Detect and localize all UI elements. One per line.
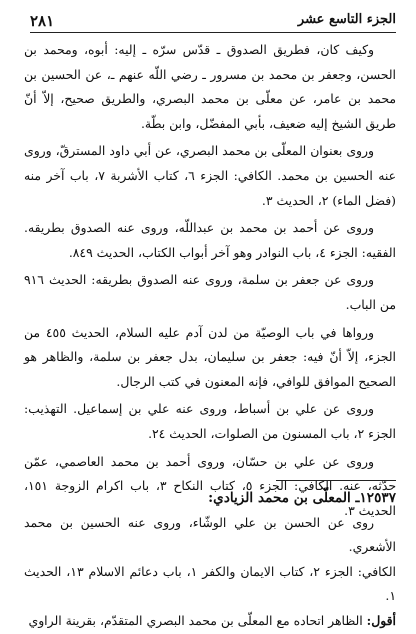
paragraph: وروى عن علي بن حسّان، وروى أحمد بن محمد العاصمي، عمّن حدّثه، عنه. الكافي: الجزء ٥، كتاب النكاح ٣، باب اكرام الزوجة ١٥١، الحديث ٣. xyxy=(24,453,396,518)
note-text: الظاهر اتحاده مع المعلّى بن محمد البصري المتقدّم، بقرينة الراوي xyxy=(28,612,367,628)
section-divider xyxy=(276,480,396,481)
paragraph: وروى عن أحمد بن محمد بن عبداللّه، وروى عنه الصدوق بطريقه. الفقيه: الجزء ٤، باب النوادر وهو آخر أبواب الكتاب، الحديث ٨٤٩. xyxy=(24,220,396,260)
paragraph: وروى عن جعفر بن سلمة، وروى عنه الصدوق بطريقه: الحديث ٩١٦ من الباب. xyxy=(24,272,396,312)
page-number: ٢٨١ xyxy=(30,12,55,30)
paragraph: ورواها في باب الوصيّة من لدن آدم عليه السلام، الحديث ٤٥٥ من الجزء، إلاّ أنّ فيه: جعفر بن سليمان، بدل جعفر بن سلمة، والظاهر هو الصحيح الموافق للوافي، فإنه المعنون في كتب الرجال. xyxy=(24,324,396,389)
paragraph: وروى بعنوان المعلّى بن محمد البصري، عن أبي داود المسترقّ، وروى عنه الحسين بن محمد. الكافي: الجزء ٦، كتاب الأشربة ٧، باب آخر منه (فضل الماء) ٢، الحديث ٣. xyxy=(24,143,396,208)
page-body xyxy=(24,38,396,526)
paragraph: وروى عن علي بن أسباط، وروى عنه علي بن إسماعيل. التهذيب: الجزء ٢، باب المسنون من الصلوات، الحديث ٢٤. xyxy=(24,401,396,441)
note-label: أقول: xyxy=(366,612,396,628)
page-header xyxy=(30,12,396,33)
entry-note xyxy=(24,609,396,634)
entry-title: ١٢٥٣٧ـ المعلّى بن محمد الزيادي: xyxy=(208,490,396,506)
entry-line: الكافي: الجزء ٢، كتاب الايمان والكفر ١، باب دعائم الاسلام ١٣، الحديث ١. xyxy=(24,563,396,604)
paragraph: وكيف كان، فطريق الصدوق ـ قدّس سرّه ـ إليه: أبوه، ومحمد بن الحسن، وجعفر بن محمد بن مسرور ـ رضي اللّه عنهم ـ، عن الحسين بن محمد بن عامر، عن معلّى بن محمد البصري، والطريق صحيح، إلاّ أنّ طريق الشيخ إليه ضعيف، بأبي المفضّل، وابن بطّة. xyxy=(24,42,396,131)
entry-section xyxy=(24,486,396,634)
running-title: الجزء التاسع عشر xyxy=(297,12,396,27)
entry-line: روى عن الحسن بن علي الوشّاء، وروى عنه الحسين بن محمد الأشعري. xyxy=(24,514,396,555)
